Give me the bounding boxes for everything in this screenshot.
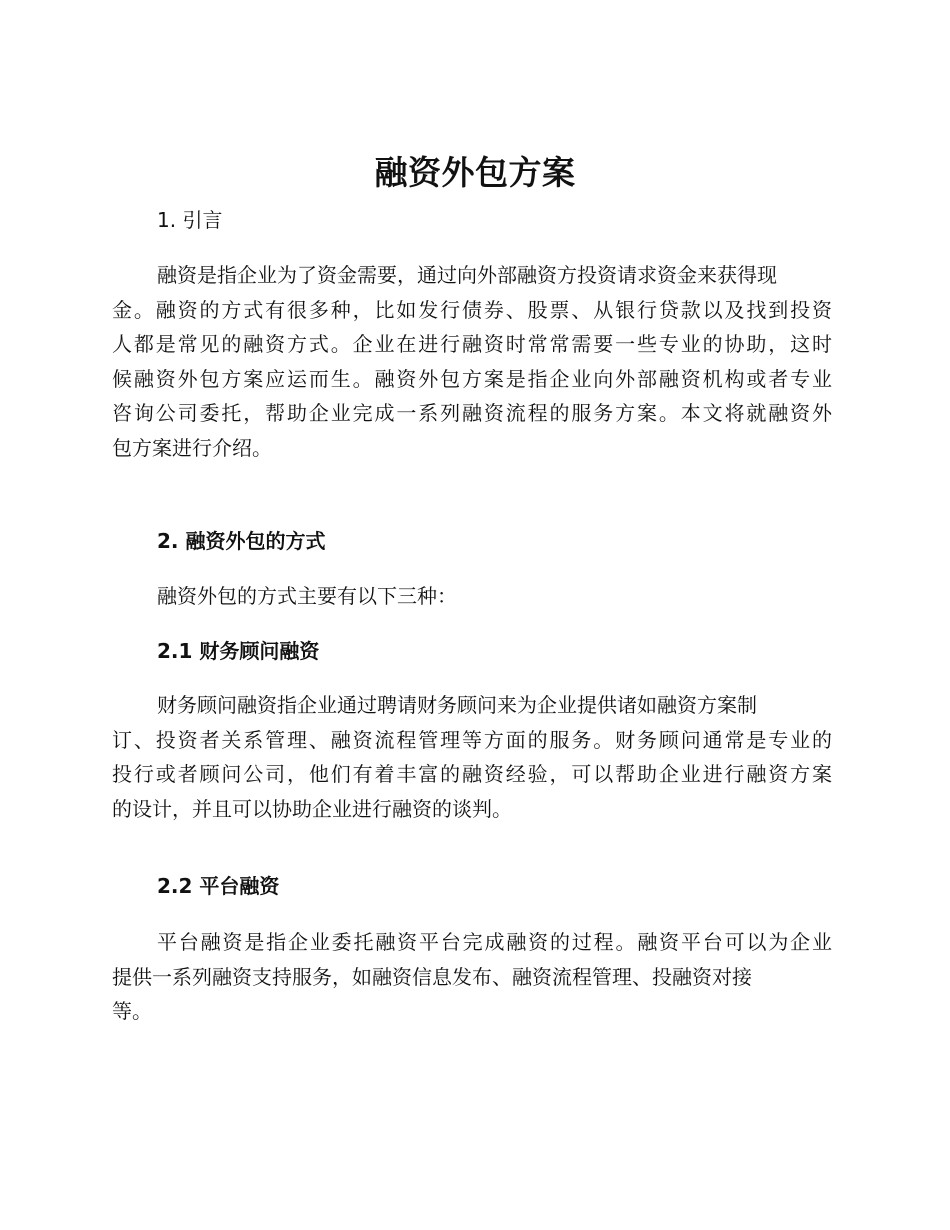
section-heading-financial-advisor: 2.1 财务顾问融资 [157,639,320,663]
section-heading-outsourcing-methods: 2. 融资外包的方式 [157,529,326,553]
paragraph-line: 人都是常见的融资方式。企业在进行融资时常常需要一些专业的协助，这时 [112,332,832,356]
document-title: 融资外包方案 [374,153,576,192]
paragraph-financial-advisor [112,688,832,826]
paragraph-platform-financing [112,925,832,1029]
section-heading-introduction: 1. 引言 [157,208,223,232]
paragraph-line: 的设计，并且可以协助企业进行融资的谈判。 [112,796,512,821]
paragraph-line: 咨询公司委托，帮助企业完成一系列融资流程的服务方案。本文将就融资外 [112,401,832,425]
paragraph-line: 金。融资的方式有很多种，比如发行债券、股票、从银行贷款以及找到投资 [112,297,832,322]
paragraph-line: 候融资外包方案应运而生。融资外包方案是指企业向外部融资机构或者专业 [112,366,832,391]
paragraph-introduction [112,258,832,465]
paragraph-line: 等。 [112,999,152,1023]
paragraph-line: 融资外包的方式主要有以下三种： [157,584,457,608]
paragraph-line: 投行或者顾问公司，他们有着丰富的融资经验，可以帮助企业进行融资方案 [112,762,832,786]
paragraph-line: 包方案进行介绍。 [112,435,272,460]
paragraph-line: 提供一系列融资支持服务，如融资信息发布、融资流程管理、投融资对接 [112,964,752,989]
paragraph-line: 平台融资是指企业委托融资平台完成融资的过程。融资平台可以为企业 [157,930,832,954]
paragraph-line: 财务顾问融资指企业通过聘请财务顾问来为企业提供诸如融资方案制 [157,693,757,717]
paragraph-line: 订、投资者关系管理、融资流程管理等方面的服务。财务顾问通常是专业的 [112,727,832,752]
paragraph-outsourcing-methods [112,579,832,614]
paragraph-line: 融资是指企业为了资金需要，通过向外部融资方投资请求资金来获得现 [157,263,777,287]
section-heading-platform-financing: 2.2 平台融资 [157,874,280,898]
